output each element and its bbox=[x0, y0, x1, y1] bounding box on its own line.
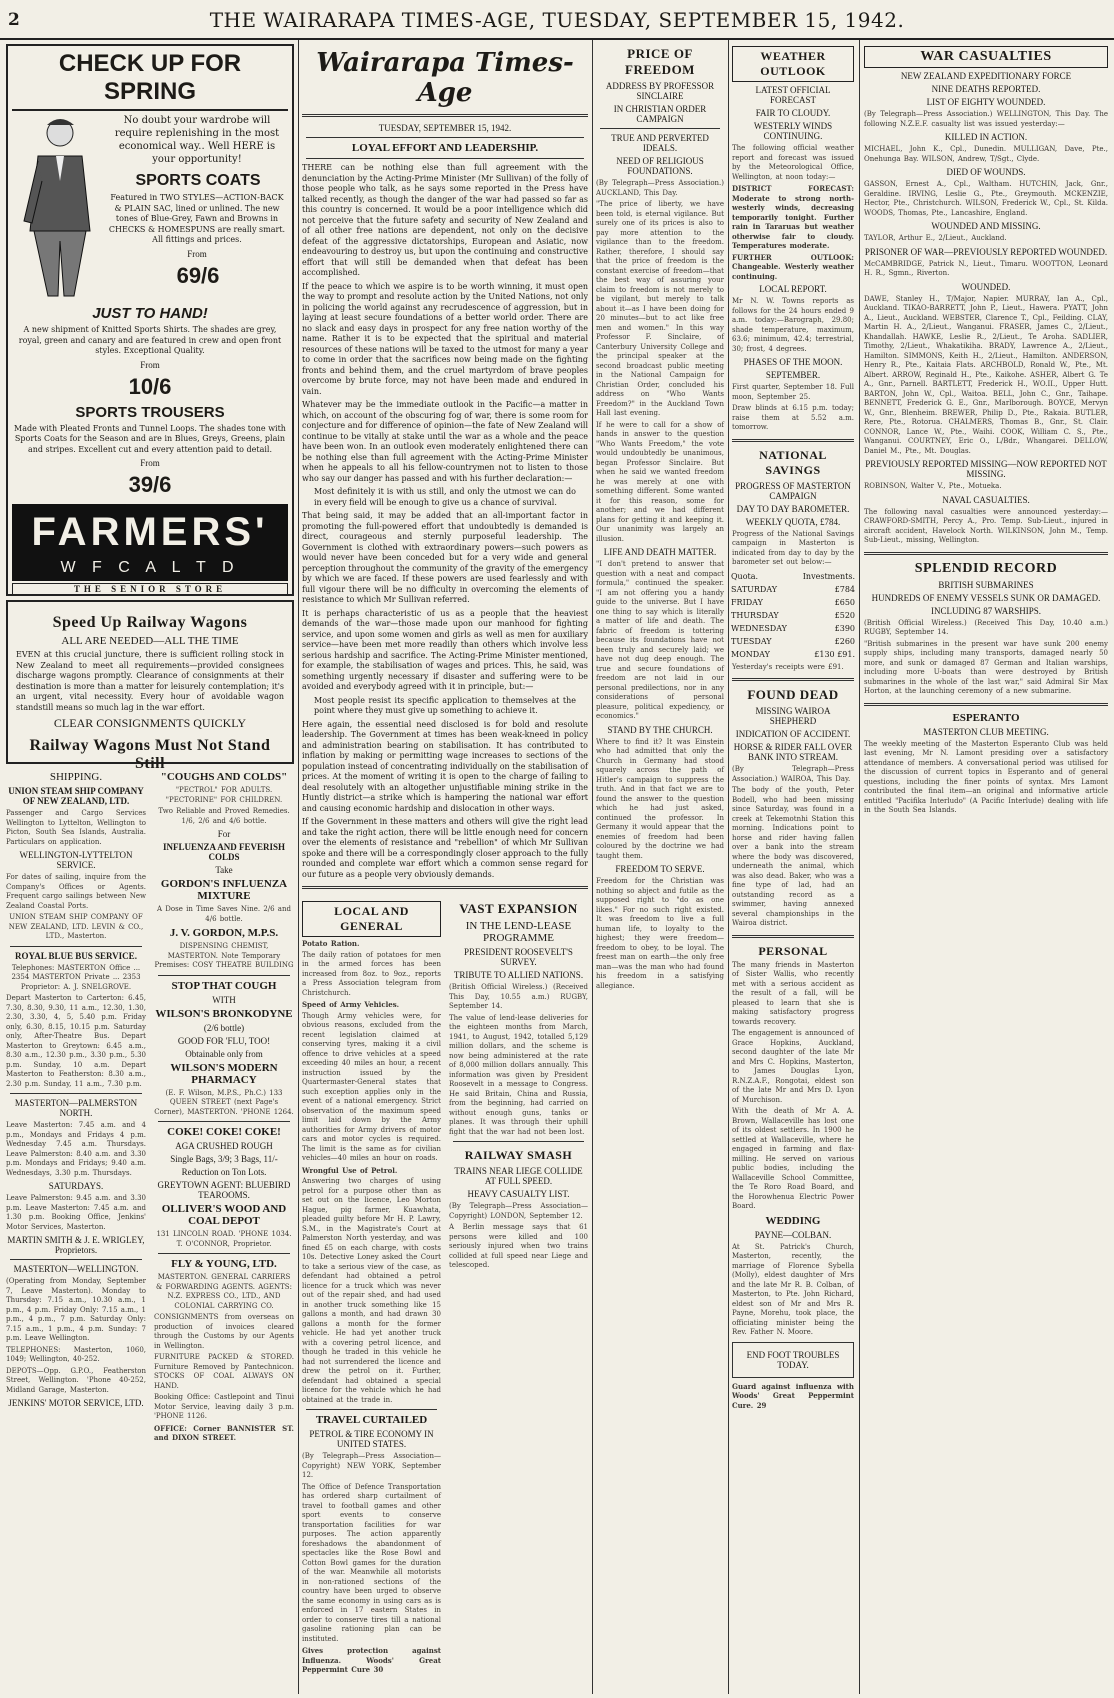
greytown-agent: GREYTOWN AGENT: BLUEBIRD TEAROOMS. bbox=[157, 1180, 291, 1200]
freedom-by: (By Telegraph—Press Association.) AUCKLAND, This Day. bbox=[596, 179, 724, 197]
pharmacy-column bbox=[152, 768, 296, 1445]
freedom-sub: ADDRESS BY PROFESSOR SINCLAIRE bbox=[605, 81, 715, 101]
man-in-suit-illustration bbox=[12, 111, 102, 301]
lower-stories bbox=[300, 895, 590, 1677]
smash-title: RAILWAY SMASH bbox=[464, 1148, 573, 1162]
casualties-sub: NEW ZEALAND EXPEDITIONARY FORCE bbox=[900, 71, 1072, 81]
vast-text: The value of lend-lease deliveries for the eighteen months from March, 1941, to August, 1942, totalled 5,129 million dollars, and the scheme is now being administered at the rate of 8,000 million dollars annually. This information was given by President Roosevelt in a message to Congress. He said Britain, China and Russia, from the beginning, had carried on without enough guns, tanks or planes. It was through their uphill fight that the war had not been lost. bbox=[449, 1013, 588, 1136]
railway-clear: CLEAR CONSIGNMENTS QUICKLY bbox=[53, 716, 247, 730]
killed-heading: KILLED IN ACTION. bbox=[944, 132, 1028, 142]
shipping-service: WELLINGTON-LYTTELTON SERVICE. bbox=[19, 850, 133, 870]
bus-times: Depart Masterton to Carterton: 6.45, 7.30, 8.30, 9.30, 11 a.m., 12.30, 1.30, 2.30, 3.30, 4, 5, 5.40 p.m. Friday only, 6.30, 8.15, 10.15 p.m. Saturday only, After-Theatre Bus. Depart Masterton to Greytown: 6.45 a.m., 8.30 a.m., 12.30 p.m., 3.30 p.m., 5.30 p.m. Sunday, 10 a.m. Depart Masterton to Featherston: 8.30 a.m., 2.30 p.m. Sunday, 11 a.m., 7.30 p.m. bbox=[6, 994, 146, 1088]
shipping-section: SHIPPING. bbox=[49, 771, 103, 783]
prisoner-heading: PRISONER OF WAR—PREVIOUSLY REPORTED WOUNDED. bbox=[864, 246, 1108, 257]
splendid-text: "British submarines in the present war have sunk 200 enemy supply ships, including many transports, damaged nearly 50 more, and sunk or damaged 87 German and Italian warships, including more U-boats than were destroyed by British submarines in the whole of the last war," said Admiral Sir Max Horton, at the launching ceremony of a new submarine. bbox=[864, 639, 1108, 695]
wedding-title: WEDDING bbox=[765, 1214, 821, 1227]
olliver-text: 131 LINCOLN ROAD. 'PHONE 1034. T. O'CONNOR, Proprietor. bbox=[156, 1230, 292, 1248]
killed-list: MICHAEL, John K., Cpl., Dunedin. MULLIGAN, Dave, Pte., Onehunga Bay. WILSON, Andrew, T/Sgt., Clyde. bbox=[864, 145, 1108, 163]
weather-winds: WESTERLY WINDS CONTINUING. bbox=[753, 121, 833, 141]
vast-by: (British Official Wireless.) (Received This Day, 10.55 a.m.) RUGBY, September 14. bbox=[449, 983, 588, 1010]
modern-pharmacy: WILSON'S MODERN PHARMACY bbox=[170, 1061, 278, 1086]
jv-gordon: J. V. GORDON, M.P.S. bbox=[169, 927, 279, 939]
foot-ad: END FOOT TROUBLES TODAY. bbox=[732, 1342, 854, 1378]
coughs-colds: "COUGHS AND COLDS" bbox=[160, 771, 288, 783]
vast-sub2: PRESIDENT ROOSEVELT'S SURVEY. bbox=[464, 947, 573, 967]
naval-text: The following naval casualties were announced yesterday:— CRAWFORD-SMITH, Percy A., Pro. Temp. Sub-Lieut., injured in aircraft accident, Havelock North. WILKINSON, John M., Temp. Sub-Lieut., missing, Wellington. bbox=[864, 507, 1108, 544]
freedom-body4: Where to find it? It was Einstein who had admitted that only the Church in Germany had stood squarely across the path of Hitler's campaign to suppress the truth. And in that fact we are to found the answer to the question which he had just asked, continued the professor. In Germany it would appear that the enemies of freedom had been coloured by the doctrine we had taught them. bbox=[596, 737, 724, 860]
railway-body: EVEN at this crucial juncture, there is sufficient rolling stock in New Zealand to meet all requirements—provided consignees discharge wagons promptly. Clearance of consignments at their destination is more than a matter for leisurely contemplation; it's an urgent, vital necessity. Every hour of avoidable wagon standstill means so much lag in the war effort. bbox=[16, 650, 284, 712]
wedding-sub: PAYNE—COLBAN. bbox=[754, 1229, 832, 1240]
splendid-title: SPLENDID RECORD bbox=[914, 560, 1058, 576]
page-header bbox=[0, 0, 1114, 40]
savings-day: DAY TO DAY BAROMETER. bbox=[736, 503, 850, 514]
died-heading: DIED OF WOUNDS. bbox=[946, 167, 1026, 177]
previously-heading: PREVIOUSLY REPORTED MISSING—NOW REPORTED NOT MISSING. bbox=[865, 459, 1107, 479]
sports-shirts-text: A new shipment of Knitted Sports Shirts. The shades are grey, royal, green and canary and are featured in crew and open front styles. Exceptional Quality. bbox=[18, 325, 282, 355]
smash-by: (By Telegraph—Press Association—Copyright) LONDON, September 12. bbox=[449, 1202, 588, 1220]
esperanto-sub: MASTERTON CLUB MEETING. bbox=[923, 726, 1049, 737]
freedom-body3: "I don't pretend to answer that question with a neat and compact formula," continued the speaker. "I am not offering you a handy guide to the universe. But I have one thing to say which is literally a matter of life and death. The fabric of freedom is tottering because its foundations have not been truly and securely laid; we have not dug deep enough. The true and secure foundations of freedom are not laid in our personal predilections, nor in any considerations of personal pleasure, political expediency, or economics." bbox=[596, 560, 724, 720]
fly-young: FLY & YOUNG, LTD. bbox=[171, 1258, 277, 1270]
casualties-title: WAR CASUALTIES bbox=[864, 46, 1108, 68]
sports-trousers-text: Made with Pleated Fronts and Tunnel Loops. The shades tone with Sports Coats for the Season and are in Blues, Greys, Greens, plain and stripes. Excellent cut and every attention paid to detail. bbox=[14, 423, 286, 454]
local-t1: The daily ration of potatoes for men in the armed forces has been increased from 8oz. to 9oz., reports a Press Association telegram from Christchurch. bbox=[302, 950, 441, 997]
died-list: GASSON, Ernest A., Cpl., Waltham. HUTCHIN, Jack, Gnr., Geraldine. IRVING, Leslie G., Pte., Greymouth. MCKENZIE, Hector, Pte., Christchurch. WILSON, Frederick W., Cpl., St. Kilda. WOODS, Thomas, Pte., Lancashire, England. bbox=[864, 180, 1108, 217]
local-h3: Wrongful Use of Petrol. bbox=[302, 1165, 398, 1175]
casualties-s1: NINE DEATHS REPORTED. bbox=[931, 84, 1041, 94]
freedom-s3: LIFE AND DEATH MATTER. bbox=[603, 547, 717, 557]
personal-title: PERSONAL bbox=[758, 943, 828, 958]
editorial-p2: If the peace to which we aspire is to be worth winning, it must open the way to prompt and resolute action by the United Nations, not only in policing the world against any recrudescence of aggression, but in laying at least secure foundations of a better world order. There are no slack and easy days in prospect for any free nation worthy of the name. Rather it is to be expected that the spiritual and material resources of these nations will be taxed to the utmost for many a year to come in order that the sacrifices now being made on the fighting fronts and behind them, and the cruel martyrdom of brave peoples overcome by brute force, may not have been made and endured in vain. bbox=[302, 281, 588, 396]
jv-text: DISPENSING CHEMIST, MASTERTON. Note Temporary Premises: COSY THEATRE BUILDING bbox=[154, 942, 294, 969]
shipping-column bbox=[4, 768, 148, 1445]
sat-text: Leave Palmerston: 9.45 a.m. and 3.30 p.m. Leave Masterton: 7.45 a.m. and 1.30 p.m. Booking Office, Jenkins' Motor Services, Masterton. bbox=[6, 1194, 146, 1231]
column-divider bbox=[728, 40, 729, 1694]
proprietors: MARTIN SMITH & J. E. WRIGLEY, Proprietors. bbox=[7, 1235, 145, 1255]
editorial-quote2: Most people resist its specific application to themselves at the point where they must give up something to achieve it. bbox=[314, 695, 576, 715]
jenkins: JENKINS' MOTOR SERVICE, LTD. bbox=[8, 1398, 144, 1408]
modern-text: (E. F. Wilson, M.P.S., Ph.C.) 133 QUEEN STREET (next Page's Corner), MASTERTON. 'PHONE 1264. bbox=[154, 1088, 294, 1116]
local-h1: Potato Ration. bbox=[302, 939, 360, 948]
splendid-sub: BRITISH SUBMARINES bbox=[938, 579, 1034, 590]
railway-notice bbox=[6, 600, 294, 772]
woods-guard-ad: Guard against influenza with Woods' Great Peppermint Cure. 29 bbox=[732, 1381, 854, 1410]
freedom-s1: TRUE AND PERVERTED IDEALS. bbox=[611, 133, 709, 153]
office: OFFICE: Corner BANNISTER ST. and DIXON STREET. bbox=[154, 1423, 294, 1442]
editorial-quote1: Most definitely it is with us still, and only the utmost we can do in every field will be enough to give us a chance of survival. bbox=[314, 487, 576, 507]
splendid-sub2: HUNDREDS OF ENEMY VESSELS SUNK OR DAMAGED. bbox=[871, 592, 1101, 603]
masthead: Wairarapa Times-Age bbox=[316, 48, 574, 108]
casualties-by: (By Telegraph—Press Association.) WELLINGTON, This Day. The following N.Z.E.F. casualty list was issued yesterday:— bbox=[864, 110, 1108, 128]
wounded-list: DAWE, Stanley H., T/Major, Napier. MURRAY, Ian A., Cpl., Auckland. TIKAO-BARRETT, John P., Lieut., Hawera. PYATT, John A., Lieut., Auckland. WEBSTER, Clarence T., Cpl., Feilding. CLAY, Martin H. A., 2/Lieut., Wanganui. FRASER, James C., 2/Lieut., Khandallah. HAWKE, Leslie R., 2/Lieut., Te Aroha. SADLIER, Timothy, 2/Lieut., Whakatikiha. BRADY, Lawrence A., 2/Lieut., Hamilton. SIMMONS, Keith H., 2/Lieut., Hamilton. ANDERSON, Henry R., Pte., Kaitaia Flats. ARCHBOLD, Ronald W., Pte., Mt. Albert. ARROW, Reginald H., Pte., Kaikohe. ASHER, Albert G. Te A., Gnr., Parnell. BARTLETT, Frederick H., WO.II., Upper Hutt. BARTON, John W., Cpl., Waitoa. BELL, John C., Gnr., Taihape. BENNETT, Frederick G. E., Gnr., Marlborough. BOYCE, Mervyn W., Gnr., Blenheim. BREWER, Philip D., Pte., Rakaia. BUTLER, Rere, Pte., Rotorua. CHALMERS, Thomas B., Gnr., St. Clair. CONNOR, Lance W., Pte., Waihi. COOK, William C. S., Pte., Wanganui. COURTNEY, Eric O., L/Bdr., Whangarei. DELLOW, Daniel M., Pte., Mt. Douglas. bbox=[864, 294, 1108, 455]
savings-yest: Yesterday's receipts were £91. bbox=[732, 662, 844, 671]
travel-title: TRAVEL CURTAILED bbox=[315, 1414, 428, 1426]
table-row: WEDNESDAY £390 bbox=[731, 623, 855, 633]
local-title: LOCAL AND GENERAL bbox=[302, 901, 441, 937]
table-row: MONDAY £130 £91. bbox=[731, 649, 855, 659]
newspaper-title: THE WAIRARAPA TIMES-AGE, TUESDAY, SEPTEMBER 15, 1942. bbox=[209, 8, 905, 32]
mpn-text: Leave Masterton: 7.45 a.m. and 4 p.m., Mondays and Fridays 4 p.m. Wednesday 7.45 a.m. Thursdays. Leave Palmerston: 8.40 a.m. and 3.30 p.m. Mondays and Fridays; 9.40 a.m. Wednesdays, 3.30 p.m. Thursdays. bbox=[6, 1121, 146, 1177]
coke-reduction: Reduction on Ton Lots. bbox=[181, 1167, 267, 1177]
found-by: (By Telegraph—Press Association.) WAIROA, This Day. bbox=[732, 765, 854, 783]
column-divider bbox=[859, 40, 860, 1694]
ad-intro: No doubt your wardrobe will require replenishing in the most economical way.. Well HERE is your opportunity! bbox=[114, 115, 280, 165]
table-row: FRIDAY £650 bbox=[731, 597, 855, 607]
editorial-date: TUESDAY, SEPTEMBER 15, 1942. bbox=[378, 123, 512, 133]
editorial-p1: THERE can be nothing else than full agreement with the denunciation by the Acting-Prime Minister (Mr Sullivan) of the folly of those people who talk, as he says some reported in the Press have talked recently, as though the danger of the war had passed so far as this country is concerned. It would be a poor intelligence which did not perceive that the future safety and security of New Zealand and of all other free nations are dependent, not only on the decisive defeat of the aggressive dictatorships, European and Asiatic, now endeavouring to destroy us, but upon the continuing and constructive effort that will still be demanded when that defeat has been accomplished. bbox=[302, 163, 588, 277]
good-for-flu: GOOD FOR 'FLU, TOO! bbox=[177, 1035, 271, 1046]
travel-text: The Office of Defence Transportation has ordered sharp curtailment of travel to football games and other sport events to conserve transportation facilities for war purposes. The action apparently foreshadows the abandonment of spectacles like the Rose Bowl and Cotton Bowl games for the duration of the war. Meanwhile all motorists in non-rationed sections of the country have been urged to observe the same economy in using cars as is enforced in 17 eastern States in order to conserve tires till a national gasoline rationing plan can be instituted. bbox=[302, 1482, 441, 1643]
sports-trousers-price: 39/6 bbox=[128, 472, 172, 497]
local-general bbox=[300, 895, 443, 1677]
freedom-sub2: IN CHRISTIAN ORDER CAMPAIGN bbox=[613, 104, 707, 124]
savings-intro: Progress of the National Savings campaign in Masterton is indicated from day to day by the barometer set out below:— bbox=[732, 529, 854, 566]
sports-shirts-price: 10/6 bbox=[128, 373, 172, 399]
sports-coats-title: SPORTS COATS bbox=[135, 172, 261, 189]
table-row: TUESDAY £260 bbox=[731, 636, 855, 646]
freedom-body2: If he were to call for a show of hands in answer to the question "Who Wants Freedom," the vote would undoubtedly be unanimous, began Professor Sinclaire. But when he said we wanted freedom he was merely at one with something different. Some wanted it for this reason, some for another; and we had different plans for getting it and keeping it. Our unanimity was largely an illusion. bbox=[596, 420, 724, 543]
column-weather bbox=[730, 40, 856, 1694]
previously-list: ROBINSON, Walter V., Pte., Motueka. bbox=[864, 482, 1002, 490]
page-number: 2 bbox=[8, 10, 20, 30]
with-label: WITH bbox=[212, 994, 236, 1005]
freedom-body5: Freedom for the Christian was nothing so abject and futile as the supposed right to "do as one likes." For no such right existed. It was freedom to live a full human life, to loyalty to the highest; they were freedom—freedom to obey, to be loyal. The freest man on earth—the only free man—was the man who had found his freedom in a satisfying allegiance. bbox=[596, 877, 724, 990]
prisoner-list: McCAMBRIDGE, Patrick N., Lieut., Timaru. WOOTTON, Leonard H. R., Sgmn., Riverton. bbox=[864, 259, 1108, 277]
price-label: From bbox=[140, 359, 160, 370]
local-h2: Speed of Army Vehicles. bbox=[302, 1000, 400, 1009]
vast-title: VAST EXPANSION bbox=[459, 901, 578, 916]
farmers-logo: FARMERS' bbox=[12, 504, 288, 557]
esperanto-title: ESPERANTO bbox=[952, 711, 1020, 724]
found-s1: INDICATION OF ACCIDENT. bbox=[735, 729, 851, 739]
column-casualties bbox=[862, 40, 1110, 1694]
vast-sub: IN THE LEND-LEASE PROGRAMME bbox=[465, 920, 572, 944]
depots: DEPOTS—Opp. G.P.O., Featherston Street, Wellington. 'Phone 40-252, Midland Garage, Masterton. bbox=[6, 1366, 146, 1394]
farmers-wfca: W F C A L T D bbox=[12, 557, 288, 581]
editorial-p3: Whatever may be the immediate outlook in the Pacific—a matter in which, on account of the obscuring fog of war, there is some room for conjecture and for difference of opinion—the fate of New Zealand will continue to be vitally at stake until the war as a whole and the peace have been won. In an outlook even moderately enlightened there can be nothing else than full agreement with the Acting-Prime Minister when he appeals to all his fellow-countrymen not to listen to those who say our danger has passed and with his further declaration:— bbox=[302, 400, 588, 483]
consignments: CONSIGNMENTS from overseas on production of invoices cleared through the Customs by our Agents in Wellington. bbox=[154, 1313, 294, 1350]
just-to-hand: JUST TO HAND! bbox=[92, 305, 208, 322]
masterton-wellington: MASTERTON—WELLINGTON. bbox=[13, 1264, 139, 1274]
saturdays: SATURDAYS. bbox=[48, 1181, 104, 1191]
sports-coats-price: 69/6 bbox=[176, 262, 220, 288]
railway-title: Speed Up Railway Wagons bbox=[52, 614, 248, 631]
telephones: TELEPHONES: Masterton, 1060, 1049; Wellington, 40-252. bbox=[6, 1345, 146, 1363]
pectrol: "PECTROL" FOR ADULTS. "PECTORINE" FOR CHILDREN. bbox=[165, 786, 283, 804]
table-row: THURSDAY £520 bbox=[731, 610, 855, 620]
personal-text2: The engagement is announced of Grace Hopkins, Auckland, second daughter of the late Mr and Mrs C. Hopkins, Masterton, to James Douglas Lyon, R.N.Z.A.F., Rongotai, eldest son of the late Mr and Mrs D. Lyon of Murchison. bbox=[732, 1029, 854, 1104]
influenza: INFLUENZA AND FEVERISH COLDS bbox=[162, 842, 286, 862]
naval-heading: NAVAL CASUALTIES. bbox=[942, 494, 1030, 505]
splendid-sub3: INCLUDING 87 WARSHIPS. bbox=[930, 605, 1042, 616]
sports-trousers-title: SPORTS TROUSERS bbox=[75, 403, 225, 421]
personal-text3: With the death of Mr A. A. Brown, Wallaceville has lost one of its oldest settlers. In 1900 he settled at Wallaceville, where he engaged in farming and flax-milling. He served on various public bodies, including the Wallaceville School Committee, the Te Roro Road Board, and the Horowhenua Electric Power Board. bbox=[732, 1107, 854, 1210]
railway-must: Railway Wagons Must Not Stand Still bbox=[29, 737, 271, 772]
found-sub: MISSING WAIROA SHEPHERD bbox=[755, 706, 831, 726]
moon-phases: PHASES OF THE MOON. bbox=[743, 357, 843, 367]
fly-text: MASTERTON. GENERAL CARRIERS & FORWARDING AGENTS. AGENTS: N.Z. EXPRESS CO., LTD., AND COLONIAL CARRYING CO. bbox=[156, 1273, 292, 1310]
column-divider bbox=[592, 40, 593, 1694]
olliver: OLLIVER'S WOOD AND COAL DEPOT bbox=[161, 1203, 287, 1227]
masterton-palmerston: MASTERTON—PALMERSTON NORTH. bbox=[14, 1098, 138, 1118]
shipping-text: Passenger and Cargo Services Wellington to Lyttelton, Wellington to Picton, South Sea Islands, Australia. Particulars on application. bbox=[6, 809, 146, 846]
for-label: For bbox=[217, 829, 231, 839]
editorial-p4: That being said, it may be added that an all-important factor in promoting the full-powered effort that undoubtedly is demanded is direct, courageous and sternly purposeful leadership. The Government is clothed with extraordinary powers—such powers as would never have been conceded but for a very wide and general perception throughout the community of the gravity of the emergency by which we are faced. If these powers are used fearlessly and with full vigour there will be no difficulty in overcoming the elements of resistance to which Mr Sullivan referred. bbox=[302, 511, 588, 604]
column-divider bbox=[298, 40, 299, 1694]
dose: A Dose in Time Saves Nine. 2/6 and 4/6 bottle. bbox=[157, 905, 291, 923]
editorial-p5: It is perhaps characteristic of us as a people that the heaviest demands of the war—those made upon our manhood for fighting service, and upon some women and girls as well as men for auxiliary service—have been met more readily than others which involve less serious hardship and sacrifice. The Acting-Prime Minister mentioned, for example, the stabilisation of wages and prices. This, he said, was something urgently necessary if disaster and suffering were to be avoided and everybody agreed with it in principle, but:— bbox=[302, 608, 588, 691]
found-s2: HORSE & RIDER FALL OVER BANK INTO STREAM. bbox=[733, 742, 853, 762]
royal-blue-bus: ROYAL BLUE BUS SERVICE. bbox=[15, 950, 137, 961]
railway-subtitle: ALL ARE NEEDED—ALL THE TIME bbox=[61, 635, 239, 647]
vast-expansion bbox=[447, 895, 590, 1677]
bronkodyne: WILSON'S BRONKODYNE bbox=[155, 1007, 293, 1020]
weather-sub: LATEST OFFICIAL FORECAST bbox=[755, 85, 831, 105]
ad-heading: CHECK UP FOR SPRING bbox=[12, 50, 288, 111]
column-editorial bbox=[300, 40, 590, 1694]
table-row: SATURDAY £784 bbox=[731, 584, 855, 594]
wedding-text: At St. Patrick's Church, Masterton, recently, the marriage of Florence Sybella (Molly), eldest daughter of Mrs and the late Mr R. B. Colban, of Masterton, to Pte. John Richard, eldest son of Mr and Mrs R. Payne, Morehu, took place, the officiating minister being the Rev. Father N. Moore. bbox=[732, 1242, 854, 1336]
shipping-dates: For dates of sailing, inquire from the Company's Offices or Agents. Frequent cargo sailings between New Zealand Coastal Ports. bbox=[6, 873, 146, 910]
union-steam-ship: UNION STEAM SHIP COMPANY OF NEW ZEALAND, LTD. bbox=[8, 786, 144, 806]
booking: Booking Office: Castlepoint and Tinui Motor Service, leaving daily 3 p.m. 'PHONE 1126. bbox=[154, 1393, 294, 1420]
savings-table: Quota. Investments. SATURDAY £784 FRIDAY £650 THURSDAY £520 WEDNESDAY £390 TUESDAY £260 MONDAY £130 £91. bbox=[731, 571, 855, 659]
travel-by: (By Telegraph—Press Association—Copyright) NEW YORK, September 12. bbox=[302, 1452, 441, 1479]
wounded-missing-heading: WOUNDED AND MISSING. bbox=[931, 221, 1041, 231]
local-t2: Though Army vehicles were, for obvious reasons, excluded from the recent legislation claimed at conserving tyres, making it a civil offence to drive vehicles at a speed exceeding 40 miles an hour, a recent instruction issued by the Quartermaster-General states that such exception applies only in the event of a national emergency. Strict observation of the maximum speed limit laid down by the Army authorities for Army drivers of motor cars and motor cycles is required. The limit is the same as for civilian vehicles—40 miles an hour on roads. bbox=[302, 1011, 441, 1162]
smash-sub: TRAINS NEAR LIEGE COLLIDE AT FULL SPEED. bbox=[454, 1166, 583, 1186]
savings-sub: PROGRESS OF MASTERTON CAMPAIGN bbox=[735, 480, 851, 501]
remedies: Two Reliable and Proved Remedies. 1/6, 2/6 and 4/6 bottle. bbox=[158, 807, 290, 825]
mw-text: (Operating from Monday, September 7, Leave Masterton). Monday to Thursday: 7.15 a.m., 10.30 a.m., 1 p.m., 4 p.m. Friday Only: 7.15 a.m., 1 p.m., 4 p.m., 7 p.m. Saturday Only: 7.15 a.m., 1 p.m., 4 p.m. Sunday: 7 p.m. Leave Wellington. bbox=[6, 1277, 146, 1342]
column-freedom bbox=[594, 40, 726, 1694]
column-ads bbox=[4, 40, 296, 1694]
sports-coats-text: Featured in TWO STYLES—ACTION-BACK & PLAIN SAC, lined or unlined. The new tones of Blue-Grey, Fawn and Browns in CHECKS & HOMESPUNS are really smart. All fittings and prices. bbox=[108, 193, 286, 244]
found-title: FOUND DEAD bbox=[747, 687, 839, 702]
blinds: Draw blinds at 6.15 p.m. today; raise them at 5.52 a.m. tomorrow. bbox=[732, 404, 854, 431]
esperanto-text: The weekly meeting of the Masterton Esperanto Club was held last evening, Mr N. Lamont presiding over a satisfactory attendance of members. A conversational period was utilised for the discussion of current topics in Esperanto and of general questions, including the finer points of syntax. Mrs Lamont contributed the final item—an original and informative article entitled "Pacifika Interludo" (A Pacific Interlude) dealing with life in the South Sea Islands. bbox=[864, 739, 1108, 814]
freedom-s5: FREEDOM TO SERVE. bbox=[615, 864, 705, 874]
smash-sub2: HEAVY CASUALTY LIST. bbox=[467, 1189, 570, 1199]
editorial-p6: Here again, the essential need disclosed is for bold and resolute leadership. The Government at times has been weak-kneed in policy and administration bearing on stabilisation. It has contributed to inflation by making or permitting wage increases to sections of the population instead of concentrating individually on the stabilisation of prices. At the moment of writing it is open to the charge of failing to deal resolutely with an altogether unjustifiable mining strike in the Huntly district—a strike which is hampering the national war effort and causing economic hardship and dislocation in other ways. bbox=[302, 719, 588, 813]
further-outlook: FURTHER OUTLOOK: Changeable. Westerly weather continuing. bbox=[732, 252, 854, 281]
savings-title: NATIONAL SAVINGS bbox=[759, 447, 827, 477]
travel-sub: PETROL & TIRE ECONOMY IN UNITED STATES. bbox=[309, 1429, 434, 1449]
coke-bags: Single Bags, 3/9; 3 Bags, 11/- bbox=[170, 1154, 278, 1164]
farmers-tagline: THE SENIOR STORE bbox=[12, 583, 288, 595]
weather-intro: The following official weather report and forecast was issued by the Meteorological Office, Wellington, at noon today:— bbox=[732, 144, 854, 181]
wounded-heading: WOUNDED. bbox=[961, 281, 1011, 292]
freedom-s4: STAND BY THE CHURCH. bbox=[607, 724, 713, 735]
obtain: Obtainable only from bbox=[185, 1048, 263, 1059]
gordons-mixture: GORDON'S INFLUENZA MIXTURE bbox=[160, 878, 288, 902]
furniture: FURNITURE PACKED & STORED. Furniture Removed by Pantechnicon. STOCKS OF COAL ALWAYS ON HAND. bbox=[154, 1353, 294, 1390]
bus-phone: Telephones: MASTERTON Office ... 2354 MASTERTON Private ... 2353 Proprietor: A. J. SNELGROVE. bbox=[11, 963, 141, 991]
bottle-price: (2/6 bottle) bbox=[203, 1022, 245, 1033]
freedom-body1: "The price of liberty, we have been told, is eternal vigilance. But surely one of its prices is also to pay more attention to the vigilance than to the freedom. Rather, therefore, I should say that the price of freedom is the constant exercise of freedom—that the best way of assuring your claim to freedom is not merely to be vigilant, but merely to talk about it—as I have been doing for 20 minutes—but to act like free men and women." In this way Professor F. Sinclaire, of Canterbury University College and the principal speaker at the second broadcast public meeting in the National Campaign for Christian Order, concluded his address on "Who Wants Freedom?" in the Auckland Town Hall last evening. bbox=[596, 200, 724, 417]
price-label: From bbox=[187, 248, 207, 259]
local-report: LOCAL REPORT. bbox=[759, 284, 827, 294]
take-label: Take bbox=[215, 865, 233, 875]
weather-fair: FAIR TO CLOUDY. bbox=[755, 108, 831, 118]
shipping-agents: UNION STEAM SHIP COMPANY OF NEW ZEALAND, LTD. LEVIN & CO., LTD., Masterton. bbox=[8, 913, 144, 940]
stop-cough: STOP THAT COUGH bbox=[171, 979, 277, 992]
freedom-title: PRICE OF FREEDOM bbox=[625, 46, 695, 77]
price-label: From bbox=[140, 458, 160, 468]
district-forecast: DISTRICT FORECAST: Moderate to strong north-westerly winds, decreasing temporarily tonight. Further rain in Tararuas but weather otherwise fair to cloudy. Temperatures moderate. bbox=[732, 184, 854, 250]
local-t3: Answering two charges of using petrol for a purpose other than as set out on the licence, Leo Morton Hague, pig farmer, Kuawhata, pleaded guilty before Mr H. P. Lawry, S.M., in the Magistrate's Court at Palmerston North yesterday, and was fined £5 on each charge, with costs 10s. Detective Loney asked the Court to take a serious view of the case, as defendant had obtained a petrol licence for a truck which was never out of the repair shed, and had used in another truck something like 15 gallons a month, and had drawn 30 gallons a month for the former vehicle. He had yet another truck with a covering petrol licence, and though he traded in this vehicle he had not surrendered the licence and drew the petrol on it. Further, defendant had obtained a special licence for the vehicle which he had obtained at the trade in. bbox=[302, 1177, 441, 1404]
coke: COKE! COKE! COKE! bbox=[167, 1126, 281, 1138]
found-text: The body of the youth, Peter Bodell, who had been missing since Saturday, was found in a creek at Tekemotnhi Station this morning. Indications point to horse and rider having fallen over a bank into the stream where the body was discovered, underneath the animal, which was also dead. Baker, who was a fine type of lad, had an outstanding record as a swimmer, having annexed several championships in the Wairoa district. bbox=[732, 786, 854, 927]
splendid-by: (British Official Wireless.) (Received This Day, 10.40 a.m.) RUGBY, September 14. bbox=[864, 618, 1108, 636]
woods-ad: Gives protection against Influenza. Woods' Great Peppermint Cure 30 bbox=[302, 1646, 441, 1674]
moon-text: First quarter, September 18. Full moon, September 25. bbox=[732, 383, 854, 401]
vast-sub3: TRIBUTE TO ALLIED NATIONS. bbox=[453, 970, 584, 980]
coke-types: AGA CRUSHED ROUGH bbox=[175, 1141, 273, 1151]
editorial-p7: If the Government in these matters and others will give the right lead and take the right action, there will be little enough need for concern over the elements of resistance and "rebellion" of which Mr Sullivan spoke and there will be a correspondingly closer approach to the fully rounded and complete war effort which a common sense regard for our future as a people very obviously demands. bbox=[302, 817, 588, 879]
small-ads bbox=[4, 768, 296, 1445]
smash-text: A Berlin message says that 61 persons were killed and 100 seriously injured when two trains collided at full speed near Liege and telescoped. bbox=[449, 1223, 588, 1269]
weather-title: WEATHER OUTLOOK bbox=[732, 46, 854, 82]
editorial-title: LOYAL EFFORT AND LEADERSHIP. bbox=[351, 142, 539, 154]
local-report-text: Mr N. W. Towns reports as follows for the 24 hours ended 9 a.m. today:—Barograph, 29.80; shade temperature, maximum, 63.6; minimum, 42.4; terrestrial, 30; frost, 4 degrees. bbox=[732, 297, 854, 353]
savings-quota: WEEKLY QUOTA, £784. bbox=[745, 516, 841, 527]
moon-month: SEPTEMBER. bbox=[765, 370, 821, 380]
freedom-s2: NEED OF RELIGIOUS FOUNDATIONS. bbox=[616, 156, 704, 176]
casualties-s2: LIST OF EIGHTY WOUNDED. bbox=[926, 97, 1046, 107]
personal-text1: The many friends in Masterton of Sister Wallis, who recently met with a serious accident as the result of a fall, will be pleased to learn that she is making satisfactory progress towards recovery. bbox=[732, 960, 854, 1026]
farmers-advertisement bbox=[6, 44, 294, 596]
wounded-missing-list: TAYLOR, Arthur E., 2/Lieut., Auckland. bbox=[864, 234, 1007, 242]
